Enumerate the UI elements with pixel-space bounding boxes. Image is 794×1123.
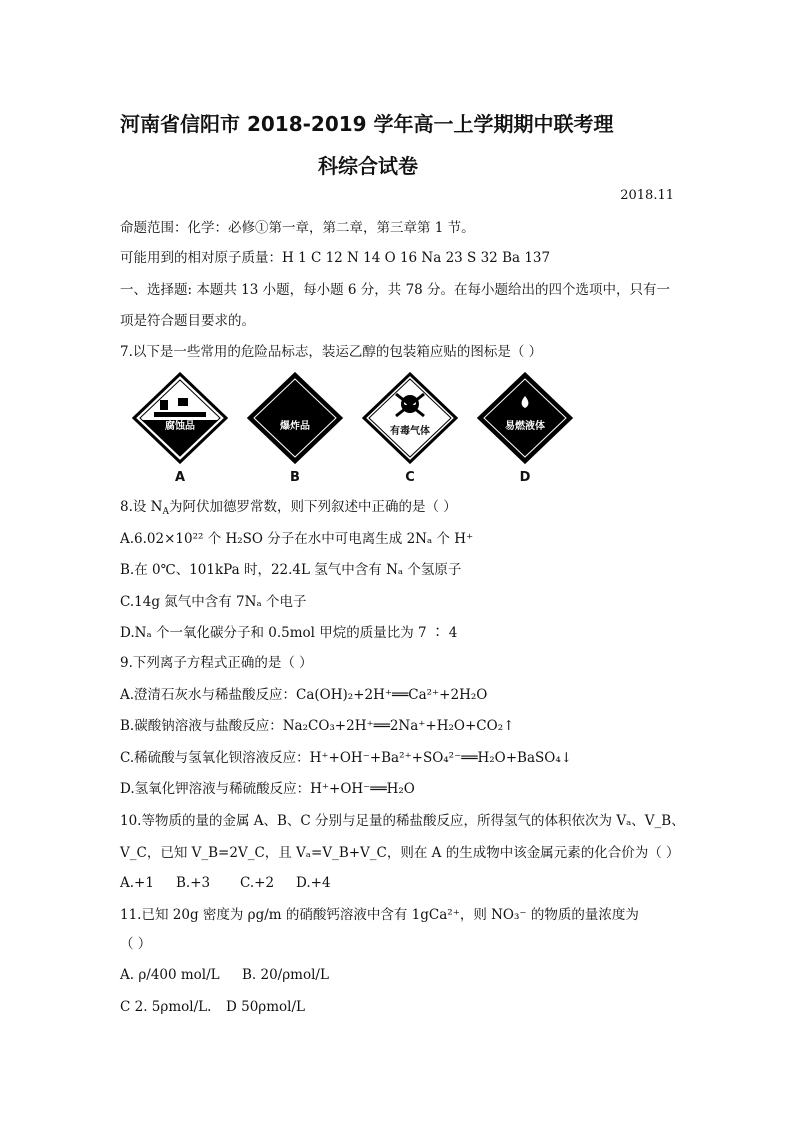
hazard-signs [130, 372, 570, 487]
question-8-option-d: D.Nₐ 个一氧化碳分子和 0.5mol 甲烷的质量比为 7 ∶ 4 [120, 625, 458, 641]
toxic-gas-icon [360, 372, 460, 467]
sign-a-letter: A [174, 470, 186, 485]
sign-d-label: 易燃液体 [505, 421, 545, 432]
scope-line: 命题范围：化学：必修①第一章，第二章，第三章第 1 节。 [120, 220, 475, 236]
question-11-option-d: D 50ρmol/L [226, 999, 305, 1015]
sign-d-letter: D [519, 470, 531, 485]
question-8-option-a: A.6.02×10²² 个 H₂SO 分子在水中可电离生成 2Nₐ 个 H⁺ [120, 531, 474, 547]
sign-b [245, 372, 345, 487]
question-8-option-c: C.14g 氮气中含有 7Nₐ 个电子 [120, 594, 307, 610]
question-11-option-c: C 2. 5ρmol/L. [120, 999, 212, 1015]
title-line-2: 科综合试卷 [318, 154, 418, 178]
question-7-stem: 7.以下是一些常用的危险品标志，装运乙醇的包装箱应贴的图标是（ ） [120, 344, 543, 360]
section-instruction-2: 项是符合题目要求的。 [120, 313, 255, 329]
question-11-line-2: （ ） [120, 936, 152, 952]
question-11-option-b: B. 20/ρmol/L [242, 967, 329, 983]
sign-b-letter: B [290, 470, 300, 485]
question-10-line-1: 10.等物质的量的金属 A、B、C 分别与足量的稀盐酸反应，所得氢气的体积依次为 Vₐ、V_B、 [120, 813, 685, 829]
question-10-options [120, 877, 331, 891]
question-11-options-row-1 [120, 969, 329, 983]
question-9-stem: 9.下列离子方程式正确的是（ ） [120, 655, 313, 671]
question-10-line-2: V_C，已知 V_B=2V_C，且 Vₐ=V_B+V_C，则在 A 的生成物中该金属元素的化合价为（ ） [120, 845, 680, 861]
sign-c [360, 372, 460, 487]
question-10-option-a: A.+1 [120, 875, 154, 891]
atomic-mass-line: 可能用到的相对原子质量：H 1 C 12 N 14 O 16 Na 23 S 32 Ba 137 [120, 250, 551, 266]
sign-a-label: 腐蚀品 [165, 421, 195, 432]
exam-date: 2018.11 [620, 188, 674, 203]
sign-b-label: 爆炸品 [280, 421, 310, 432]
question-10-option-c: C.+2 [240, 875, 275, 891]
question-8-option-b: B.在 0℃、101kPa 时，22.4L 氢气中含有 Nₐ 个氢原子 [120, 562, 462, 578]
question-10-option-d: D.+4 [296, 875, 331, 891]
sign-a [130, 372, 230, 487]
sign-d [475, 372, 575, 487]
question-10-option-b: B.+3 [176, 875, 211, 891]
question-9-option-b: B.碳酸钠溶液与盐酸反应：Na₂CO₃+2H⁺══2Na⁺+H₂O+CO₂↑ [120, 718, 515, 734]
question-9-option-d: D.氢氧化钾溶液与稀硫酸反应：H⁺+OH⁻══H₂O [120, 781, 415, 797]
sign-c-letter: C [405, 470, 415, 485]
title-line-1: 河南省信阳市 2018-2019 学年高一上学期期中联考理 [120, 112, 614, 136]
question-8-stem: 8.设 $N_A$为阿伏加德罗常数，则下列叙述中正确的是（ ） [120, 499, 457, 517]
section-instruction-1: 一、选择题: 本题共 13 小题，每小题 6 分，共 78 分。在每小题给出的四个选项中，只有一 [120, 282, 671, 298]
sign-c-label: 有毒气体 [390, 426, 430, 437]
question-11-options-row-2 [120, 1001, 305, 1015]
question-9-option-c: C.稀硫酸与氢氧化钡溶液反应：H⁺+OH⁻+Ba²⁺+SO₄²⁻══H₂O+BaSO₄↓ [120, 750, 573, 766]
question-11-line-1: 11.已知 20g 密度为 ρg/m 的硝酸钙溶液中含有 1gCa²⁺，则 NO₃⁻ 的物质的量浓度为 [120, 907, 639, 923]
question-11-option-a: A. ρ/400 mol/L [120, 967, 220, 983]
question-9-option-a: A.澄清石灰水与稀盐酸反应：Ca(OH)₂+2H⁺══Ca²⁺+2H₂O [120, 687, 488, 703]
